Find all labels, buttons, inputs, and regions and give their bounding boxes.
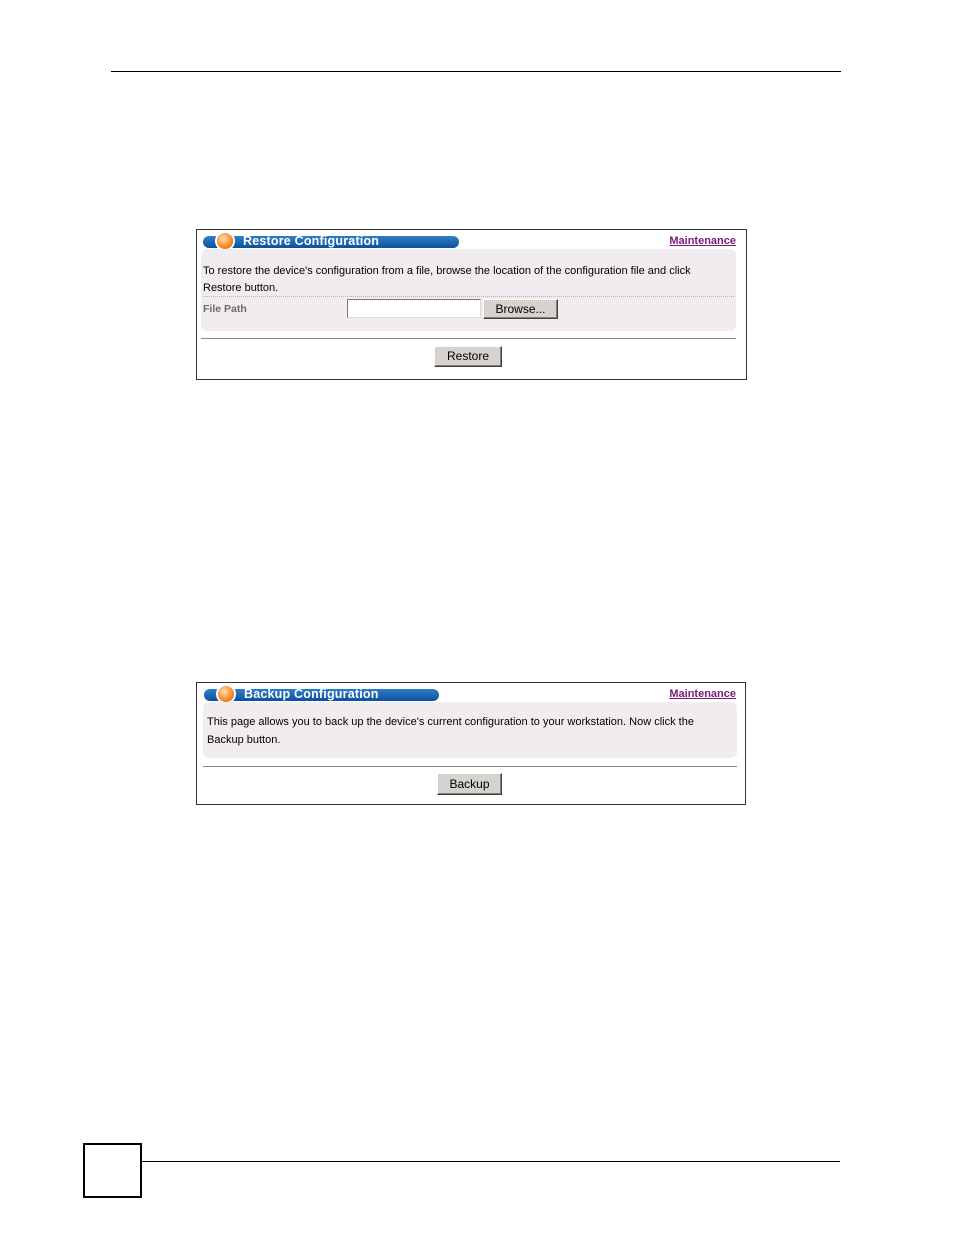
- maintenance-link[interactable]: Maintenance: [669, 235, 736, 247]
- restore-title: Restore Configuration: [243, 234, 380, 248]
- backup-description-line-2: Backup button.: [207, 734, 281, 746]
- restore-title-bar: [203, 236, 459, 248]
- backup-separator: [203, 766, 737, 767]
- page-header-rule: [111, 71, 841, 72]
- browse-button[interactable]: Browse...: [483, 299, 558, 319]
- backup-button[interactable]: Backup: [437, 773, 502, 795]
- backup-title-bar: [204, 689, 439, 701]
- restore-separator: [201, 338, 736, 339]
- backup-configuration-panel: [196, 682, 746, 805]
- orange-orb-icon: [218, 686, 234, 702]
- maintenance-link[interactable]: Maintenance: [669, 688, 736, 700]
- row-divider: [203, 296, 734, 297]
- restore-description-line-1: To restore the device's configuration from a file, browse the location of the configuration file and click: [203, 265, 691, 277]
- backup-title: Backup Configuration: [244, 687, 379, 701]
- page-footer-rule: [140, 1161, 840, 1162]
- restore-description-line-2: Restore button.: [203, 282, 279, 294]
- file-path-input[interactable]: [347, 299, 481, 318]
- backup-content-area: [203, 702, 737, 758]
- restore-button[interactable]: Restore: [434, 346, 502, 367]
- backup-description-line-1: This page allows you to back up the device's current configuration to your workstation. Now click the: [207, 716, 694, 728]
- orange-orb-icon: [217, 233, 233, 249]
- restore-configuration-panel: [196, 229, 747, 380]
- file-path-label: File Path: [203, 303, 247, 315]
- restore-content-area: [201, 249, 736, 331]
- page-number-box: [83, 1143, 142, 1198]
